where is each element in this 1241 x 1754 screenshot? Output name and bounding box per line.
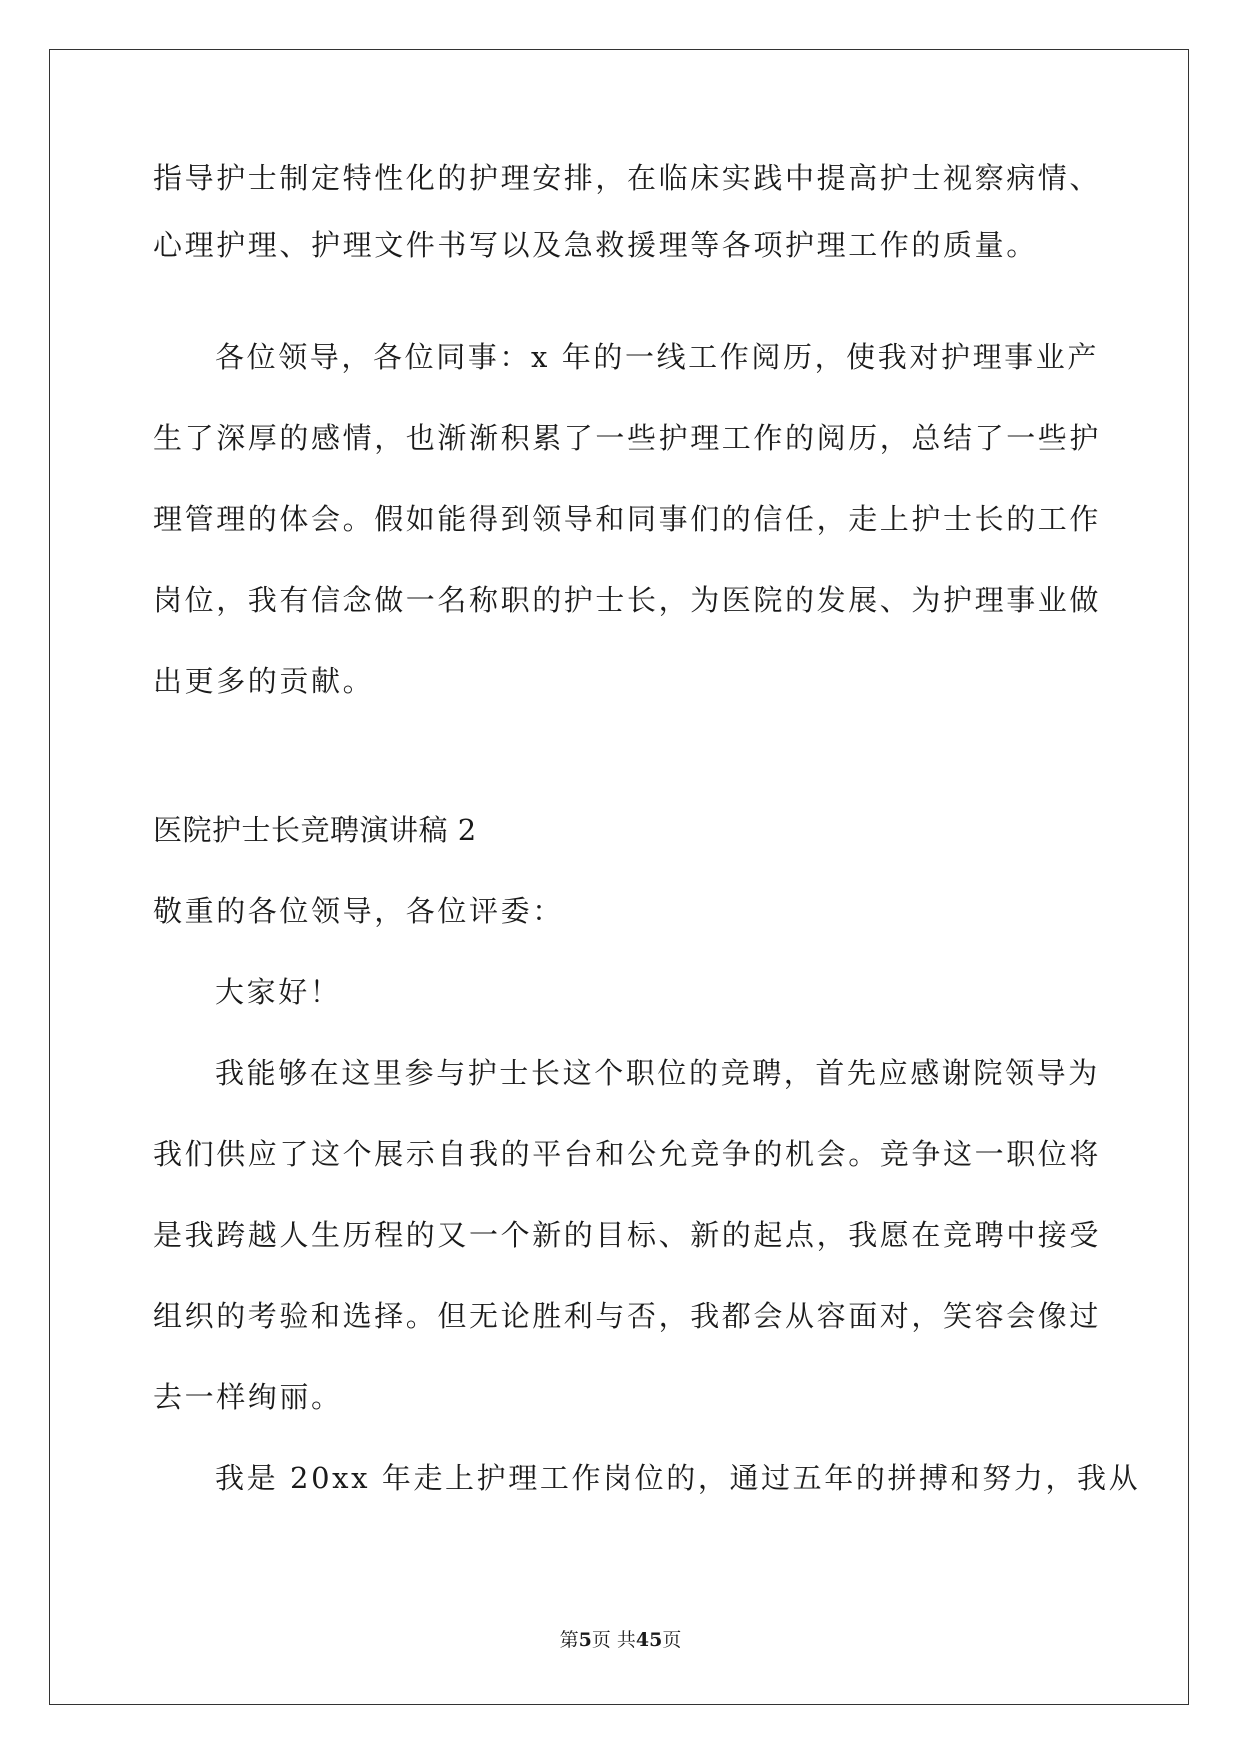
body-line: 生了深厚的感情，也渐渐积累了一些护理工作的阅历，总结了一些护 xyxy=(153,421,1102,455)
body-line: 我是 20xx 年走上护理工作岗位的，通过五年的拼搏和努力，我从 xyxy=(215,1461,1141,1495)
body-line: 是我跨越人生历程的又一个新的目标、新的起点，我愿在竞聘中接受 xyxy=(153,1218,1102,1252)
greeting: 大家好！ xyxy=(215,975,342,1009)
footer-mid: 页 共 xyxy=(591,1629,636,1651)
total-pages: 45 xyxy=(635,1629,663,1651)
body-line: 组织的考验和选择。但无论胜利与否，我都会从容面对，笑容会像过 xyxy=(153,1299,1102,1333)
body-line: 各位领导，各位同事：x 年的一线工作阅历，使我对护理事业产 xyxy=(215,340,1099,374)
body-line: 我能够在这里参与护士长这个职位的竞聘，首先应感谢院领导为 xyxy=(215,1056,1100,1090)
footer-prefix: 第 xyxy=(559,1629,579,1651)
page-border xyxy=(49,49,1189,1705)
body-line: 理管理的体会。假如能得到领导和同事们的信任，走上护士长的工作 xyxy=(153,502,1102,536)
body-line: 去一样绚丽。 xyxy=(153,1380,343,1414)
page-number: 5 xyxy=(578,1629,592,1651)
section-heading: 医院护士长竞聘演讲稿 2 xyxy=(153,813,477,847)
body-line: 心理护理、护理文件书写以及急救援理等各项护理工作的质量。 xyxy=(153,228,1038,262)
salutation: 敬重的各位领导，各位评委： xyxy=(153,894,564,928)
body-line: 我们供应了这个展示自我的平台和公允竞争的机会。竞争这一职位将 xyxy=(153,1137,1102,1171)
footer-suffix: 页 xyxy=(662,1629,682,1651)
body-line: 岗位，我有信念做一名称职的护士长，为医院的发展、为护理事业做 xyxy=(153,583,1102,617)
page-footer xyxy=(0,1628,1241,1652)
body-line: 出更多的贡献。 xyxy=(153,664,375,698)
body-line: 指导护士制定特性化的护理安排，在临床实践中提高护士视察病情、 xyxy=(153,161,1102,195)
